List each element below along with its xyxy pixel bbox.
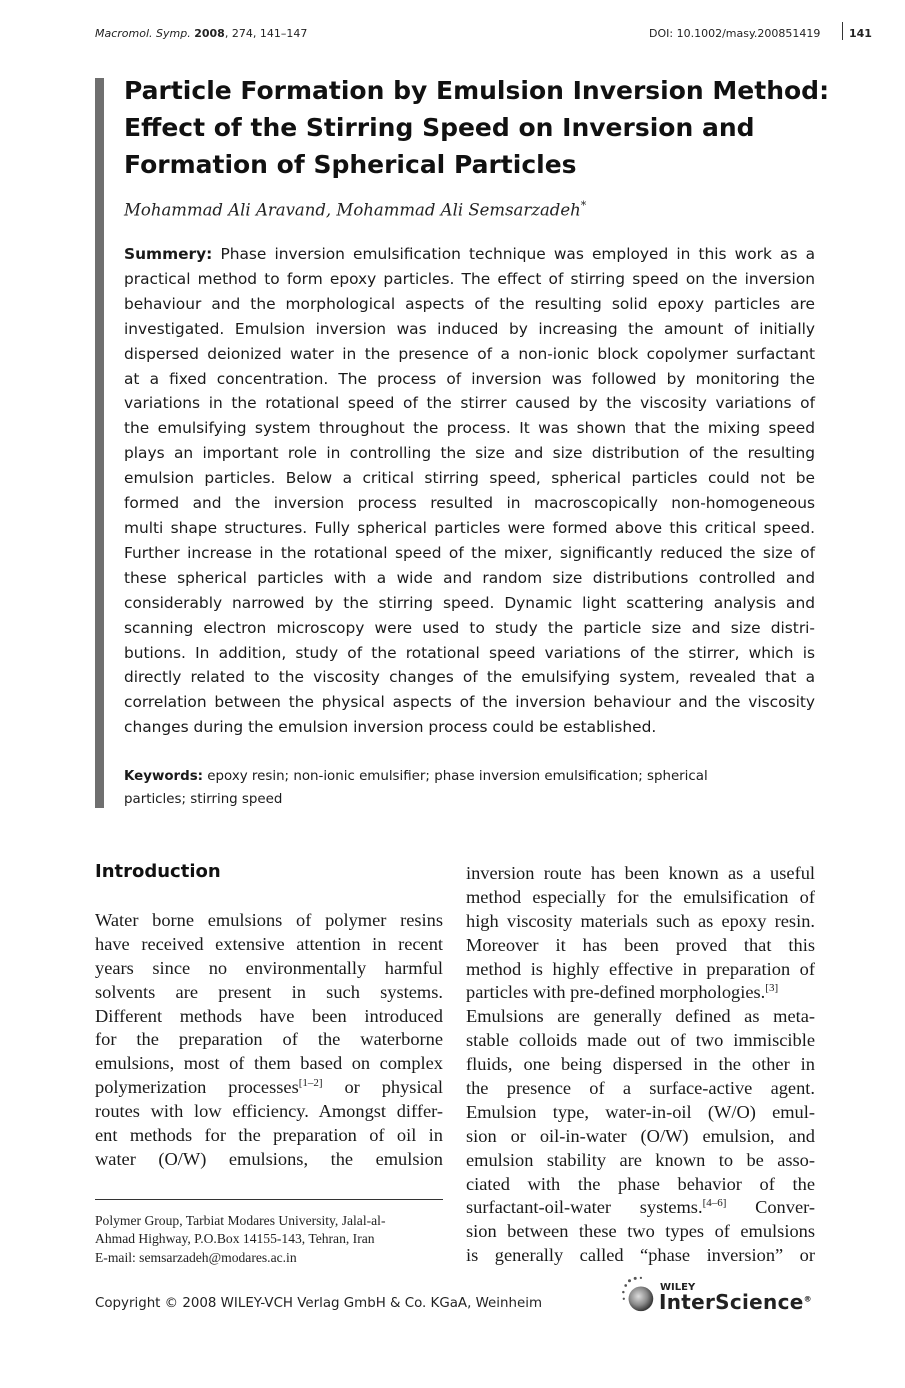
- body-text: particles with pre-defined morphologies.: [466, 982, 766, 1003]
- body-line: Moreover it has been proved that this: [466, 934, 815, 955]
- abstract-line: at a fixed concentration. The process of inversion was followed by monitoring the: [124, 369, 815, 388]
- body-line: routes with low efficiency. Amongst differ-: [95, 1101, 443, 1122]
- page-number: 141: [849, 27, 872, 40]
- abstract-line: butions. In addition, study of the rotational speed variations of the stirrer, which is: [124, 643, 815, 662]
- abstract-line: plays an important role in controlling the size and size distribution of the resulting: [124, 444, 815, 463]
- logo-wordmark: [659, 1290, 812, 1314]
- body-line: the presence of a surface-active agent.: [466, 1078, 815, 1099]
- keywords-label: Keywords:: [124, 769, 204, 784]
- abstract-line: directly related to the viscosity changes of the emulsifying system, revealed that a: [124, 668, 815, 687]
- footnote-line: Polymer Group, Tarbiat Modares University, Jalal-al-: [95, 1213, 386, 1228]
- body-line: sion or oil-in-water (O/W) emulsion, and: [466, 1125, 815, 1146]
- copyright-notice: Copyright © 2008 WILEY-VCH Verlag GmbH & Co. KGaA, Weinheim: [95, 1296, 542, 1311]
- abstract-line: these spherical particles with a wide and random size distributions controlled and: [124, 568, 815, 587]
- keywords-line: particles; stirring speed: [124, 792, 283, 807]
- abstract-line: [124, 242, 815, 267]
- body-text: polymerization processes: [95, 1077, 299, 1098]
- body-line: [466, 981, 815, 1005]
- keywords-line: [124, 765, 815, 788]
- keywords: [124, 765, 815, 811]
- body-line: emulsion stability are known to be asso-: [466, 1149, 815, 1170]
- body-text: surfactant-oil-water systems.: [466, 1197, 703, 1218]
- body-line: solvents are present in such systems.: [95, 981, 443, 1002]
- abstract-sidebar-bar: [95, 78, 104, 808]
- logo-name: InterScience: [659, 1290, 804, 1314]
- body-line: sion between these two types of emulsions: [466, 1221, 815, 1242]
- abstract-line: scanning electron microscopy were used to study the particle size and size distri-: [124, 618, 815, 637]
- body-line: water (O/W) emulsions, the emulsion: [95, 1148, 443, 1169]
- title-line: Particle Formation by Emulsion Inversion Method:: [124, 76, 830, 105]
- header-divider: [842, 22, 843, 40]
- body-text: or physical: [322, 1077, 443, 1098]
- body-line: years since no environmentally harmful: [95, 957, 443, 978]
- logo-publisher: WILEY: [660, 1282, 696, 1293]
- abstract: [124, 242, 815, 740]
- body-line: have received extensive attention in recent: [95, 933, 443, 954]
- body-column-left: [95, 909, 443, 1172]
- body-line: Emulsion type, water-in-oil (W/O) emul-: [466, 1101, 815, 1122]
- citation-ref[interactable]: [1–2]: [298, 1077, 323, 1090]
- article-title: [124, 72, 830, 183]
- abstract-line: the emulsifying system throughout the process. It was shown that the mixing speed: [124, 419, 815, 438]
- footnote-line: Ahmad Highway, P.O.Box 14155-143, Tehran, Iran: [95, 1231, 375, 1247]
- body-line: for the preparation of the waterborne: [95, 1029, 443, 1050]
- keywords-text: epoxy resin; non-ionic emulsifier; phase inversion emulsification; spherical: [203, 769, 708, 784]
- corresponding-mark: *: [580, 199, 587, 212]
- volume-pages: , 274, 141–147: [224, 27, 308, 40]
- body-text: Conver-: [726, 1197, 815, 1218]
- body-line: high viscosity materials such as epoxy resin.: [466, 910, 815, 931]
- body-line: method especially for the emulsification of: [466, 886, 815, 907]
- abstract-text: Phase inversion emulsification technique was employed in this work as a: [212, 245, 815, 263]
- body-line: ent methods for the preparation of oil in: [95, 1125, 443, 1146]
- citation-ref[interactable]: [3]: [765, 982, 779, 995]
- footnote-email[interactable]: E-mail: semsarzadeh@modares.ac.in: [95, 1249, 297, 1265]
- abstract-label: Summery:: [124, 245, 213, 263]
- abstract-line: multi shape structures. Fully spherical particles were formed above this critical speed.: [124, 518, 815, 537]
- registered-mark: ®: [803, 1294, 812, 1304]
- abstract-line: behaviour and the morphological aspects of the resulting solid epoxy particles are: [124, 294, 815, 313]
- abstract-line: variations in the rotational speed of the stirrer caused by the viscosity variations of: [124, 394, 815, 413]
- title-line: Effect of the Stirring Speed on Inversion and: [124, 113, 755, 142]
- abstract-line: dispersed deionized water in the presence of a non-ionic block copolymer surfactant: [124, 344, 815, 363]
- body-line: emulsions, most of them based on complex: [95, 1053, 443, 1074]
- body-line: Different methods have been introduced: [95, 1005, 443, 1026]
- journal-year: 2008: [194, 27, 225, 40]
- abstract-line: correlation between the physical aspects of the inversion behaviour and the viscosity: [124, 693, 815, 712]
- abstract-line: emulsion particles. Below a critical stirring speed, spherical particles could not be: [124, 469, 815, 488]
- section-heading-introduction: Introduction: [95, 861, 221, 882]
- running-header-citation: [95, 27, 307, 40]
- citation-ref[interactable]: [4–6]: [702, 1197, 727, 1210]
- body-column-right: [466, 862, 815, 1268]
- abstract-line: investigated. Emulsion inversion was induced by increasing the amount of initially: [124, 319, 815, 338]
- journal-name: Macromol. Symp.: [95, 27, 191, 40]
- body-line: [95, 1076, 443, 1100]
- body-line: is generally called “phase inversion” or: [466, 1245, 815, 1266]
- affiliation-footnote: [95, 1212, 445, 1267]
- doi: DOI: 10.1002/masy.200851419: [649, 27, 821, 40]
- globe-icon: [620, 1276, 658, 1314]
- title-line: Formation of Spherical Particles: [124, 150, 577, 179]
- body-line: fluids, one being dispersed in the other in: [466, 1054, 815, 1075]
- abstract-line: formed and the inversion process resulted in macroscopically non-homogeneous: [124, 494, 815, 513]
- abstract-line: changes during the emulsion inversion process could be established.: [124, 718, 657, 737]
- body-line: method is highly effective in preparation of: [466, 958, 815, 979]
- footnote-rule: [95, 1199, 443, 1200]
- body-line: Emulsions are generally defined as meta-: [466, 1006, 815, 1027]
- authors: [124, 199, 586, 220]
- author-names: Mohammad Ali Aravand, Mohammad Ali Semsarzadeh: [124, 200, 581, 220]
- abstract-line: Further increase in the rotational speed of the mixer, significantly reduced the size of: [124, 543, 815, 562]
- body-line: ciated with the phase behavior of the: [466, 1173, 815, 1194]
- abstract-line: practical method to form epoxy particles. The effect of stirring speed on the inversion: [124, 269, 815, 288]
- body-line: Water borne emulsions of polymer resins: [95, 910, 443, 930]
- body-line: stable colloids made out of two immiscible: [466, 1030, 815, 1051]
- body-line: [466, 1196, 815, 1220]
- body-line: inversion route has been known as a useful: [466, 863, 815, 883]
- abstract-line: considerably narrowed by the stirring speed. Dynamic light scattering analysis and: [124, 593, 815, 612]
